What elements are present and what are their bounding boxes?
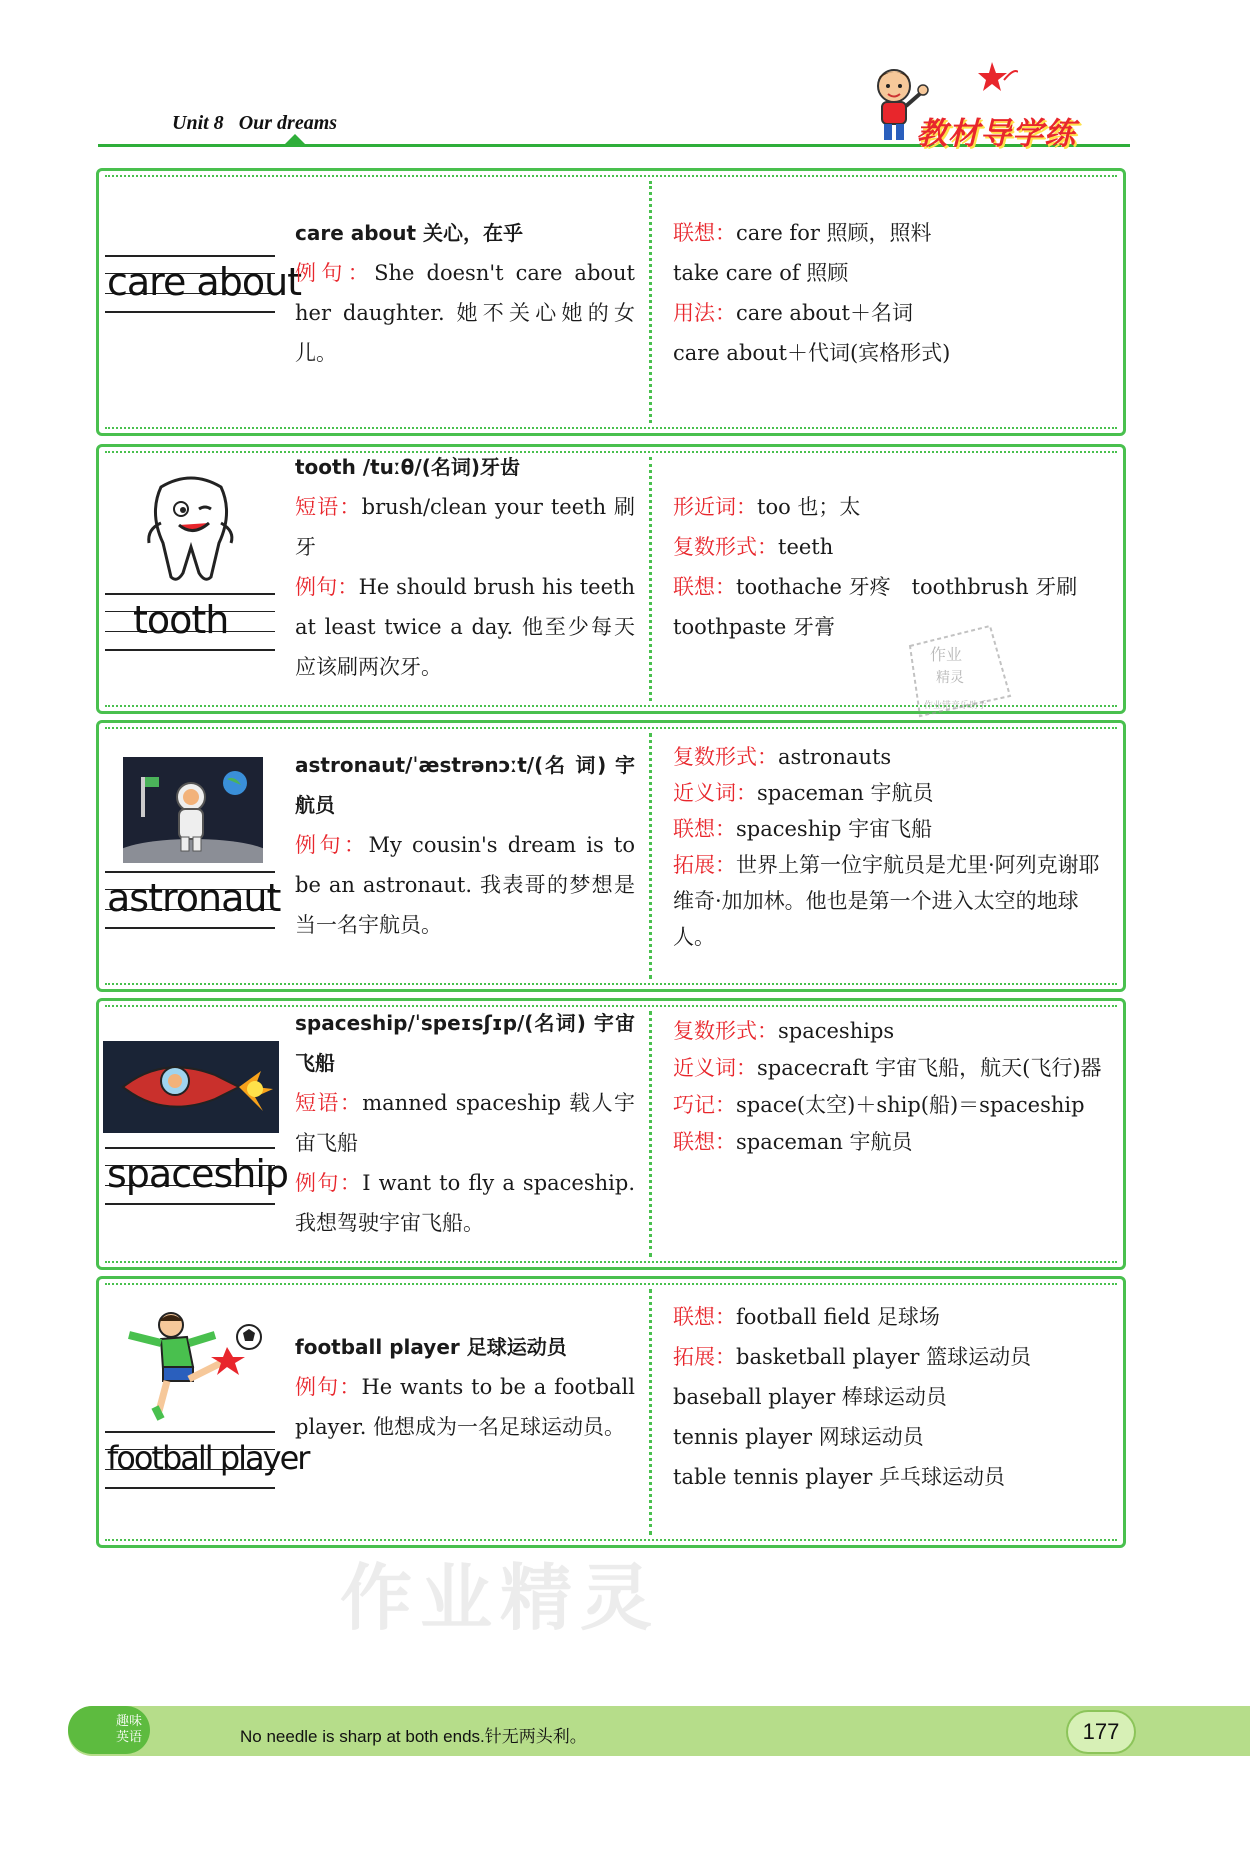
star-icon <box>978 60 1018 100</box>
watermark-text: 作业精灵 <box>340 1556 661 1640</box>
label-example: 例句： <box>295 261 375 285</box>
spaceship-image <box>103 1041 279 1133</box>
note-text: take care of 照顾 <box>673 261 849 285</box>
label-association: 联想： <box>673 1305 736 1329</box>
card-left-text <box>295 1327 635 1447</box>
label-mnemonic: 巧记： <box>673 1093 736 1117</box>
card-border-dotted <box>105 1261 1117 1263</box>
badge-text: 趣味 <box>115 1714 142 1729</box>
badge-text: 英语 <box>115 1730 142 1745</box>
label-association: 联想： <box>673 575 736 599</box>
card-right-text <box>673 213 1113 373</box>
headword-meaning: /ˈæstrənɔːt/(名 词) 宇航员 <box>295 753 635 817</box>
note-text: spaceman 宇航员 <box>736 1130 913 1154</box>
handwriting-word <box>105 1147 289 1205</box>
card-right-text <box>673 739 1113 955</box>
label-plural: 复数形式： <box>673 1019 778 1043</box>
word-text: astronaut <box>107 876 281 920</box>
label-association: 联想： <box>673 817 736 841</box>
headword: football player <box>295 1335 460 1359</box>
label-association: 联想： <box>673 221 736 245</box>
vocab-card-spaceship <box>96 998 1126 1270</box>
note-text: space(太空)＋ship(船)＝spaceship <box>736 1093 1085 1117</box>
proverb-chinese: 针无两头利。 <box>484 1727 587 1747</box>
brand-logo: 教材导学练 <box>916 116 1076 152</box>
football-player-icon <box>103 1307 279 1425</box>
headword-meaning: /ˈspeɪsʃɪp/(名词) 宇宙飞船 <box>295 1011 635 1075</box>
note-text: spacecraft 宇宙飞船，航天(飞行)器 <box>757 1056 1102 1080</box>
headword: spaceship <box>295 1011 408 1035</box>
note-text: care about＋名词 <box>736 301 913 325</box>
card-border-dotted <box>105 175 1117 177</box>
note-text: care for 照顾，照料 <box>736 221 932 245</box>
phrase-text: manned spaceship 载人宇宙飞船 <box>295 1091 636 1155</box>
note-text: care about＋代词(宾格形式) <box>673 341 951 365</box>
headword-meaning: 足球运动员 <box>459 1335 567 1359</box>
label-phrase: 短语： <box>295 1091 363 1115</box>
note-text: baseball player 棒球运动员 <box>673 1385 947 1409</box>
headword: tooth <box>295 455 356 479</box>
label-extension: 拓展： <box>673 1345 736 1369</box>
word-text: spaceship <box>107 1152 289 1196</box>
fun-english-badge <box>68 1706 150 1754</box>
label-similar-word: 形近词： <box>673 495 757 519</box>
proverb <box>240 1722 587 1747</box>
handwriting-word <box>105 593 275 651</box>
note-text: spaceships <box>778 1019 895 1043</box>
label-example: 例句： <box>295 1171 363 1195</box>
vocab-card-football-player <box>96 1276 1126 1548</box>
example-text: He wants to be a football player. 他想成为一名足球运动员。 <box>295 1375 635 1439</box>
card-left-text <box>295 745 635 945</box>
card-divider <box>649 181 652 423</box>
card-border-dotted <box>105 1283 1117 1285</box>
handwriting-word <box>105 255 302 313</box>
card-divider <box>649 733 652 979</box>
note-text: toothpaste 牙膏 <box>673 615 835 639</box>
label-synonym: 近义词： <box>673 1056 757 1080</box>
note-text: basketball player 篮球运动员 <box>736 1345 1032 1369</box>
unit-number: Unit 8 <box>172 112 224 134</box>
card-divider <box>649 1289 652 1535</box>
card-left-text <box>295 213 635 373</box>
label-example: 例句： <box>295 833 369 857</box>
label-example: 例句： <box>295 1375 362 1399</box>
word-text: care about <box>107 260 302 304</box>
handwriting-word <box>105 871 281 929</box>
label-plural: 复数形式： <box>673 535 778 559</box>
astronaut-image <box>123 757 263 863</box>
note-text: football field 足球场 <box>736 1305 940 1329</box>
card-right-text <box>673 1297 1113 1497</box>
stamp-text: 精灵 <box>936 670 964 686</box>
label-usage: 用法： <box>673 301 736 325</box>
vocab-card-care-about <box>96 168 1126 436</box>
card-border-dotted <box>105 983 1117 985</box>
headword-meaning: /tuːθ/(名词)牙齿 <box>355 455 520 479</box>
headword: astronaut <box>295 753 406 777</box>
note-text: 世界上第一位宇航员是尤里·阿列克谢耶维奇·加加林。他也是第一个进入太空的地球人。 <box>673 853 1100 949</box>
word-text: football player <box>107 1439 309 1477</box>
stamp-text: 作业 <box>930 645 963 664</box>
handwriting-word <box>105 1431 309 1489</box>
phrase-text: brush/clean your teeth 刷牙 <box>295 495 635 559</box>
tooth-icon <box>103 473 279 589</box>
note-text: too 也；太 <box>757 495 861 519</box>
card-border-dotted <box>105 427 1117 429</box>
headword: care about <box>295 221 417 245</box>
example-text: He should brush his teeth at least twice a day. 他至少每天应该刷两次牙。 <box>295 575 636 679</box>
label-plural: 复数形式： <box>673 745 778 769</box>
card-divider <box>649 1011 652 1257</box>
note-text: tennis player 网球运动员 <box>673 1425 924 1449</box>
note-text: spaceship 宇宙飞船 <box>736 817 933 841</box>
word-text: tooth <box>133 598 229 642</box>
example-text: My cousin's dream is to be an astronaut. 我表哥的梦想是当一名宇航员。 <box>295 833 636 937</box>
card-border-dotted <box>105 727 1117 729</box>
label-extension: 拓展： <box>673 853 736 877</box>
proverb-english: No needle is sharp at both ends. <box>240 1727 485 1746</box>
card-left-text <box>295 447 635 687</box>
note-text: table tennis player 乒乓球运动员 <box>673 1465 1005 1489</box>
page-number: 177 <box>1066 1710 1136 1754</box>
card-left-text <box>295 1003 635 1243</box>
page-header <box>98 60 1130 152</box>
example-text: I want to fly a spaceship. 我想驾驶宇宙飞船。 <box>295 1171 635 1235</box>
card-right-text <box>673 1013 1113 1161</box>
label-association: 联想： <box>673 1130 736 1154</box>
unit-title <box>172 112 337 135</box>
vocab-card-astronaut <box>96 720 1126 992</box>
note-text: astronauts <box>778 745 892 769</box>
stamp-text: 作业错音乐助手 <box>924 701 988 711</box>
card-divider <box>649 457 652 701</box>
note-text: teeth <box>778 535 834 559</box>
note-text: toothache 牙疼 toothbrush 牙刷 <box>736 575 1078 599</box>
watermark-stamp-icon <box>890 616 1020 726</box>
headword-meaning: 关心，在乎 <box>416 221 524 245</box>
label-phrase: 短语： <box>295 495 362 519</box>
unit-name: Our dreams <box>238 112 338 134</box>
label-example: 例句： <box>295 575 359 599</box>
note-text: spaceman 宇航员 <box>757 781 934 805</box>
example-text: She doesn't care about her daughter. 她不关心她的女儿。 <box>295 261 635 365</box>
label-synonym: 近义词： <box>673 781 757 805</box>
